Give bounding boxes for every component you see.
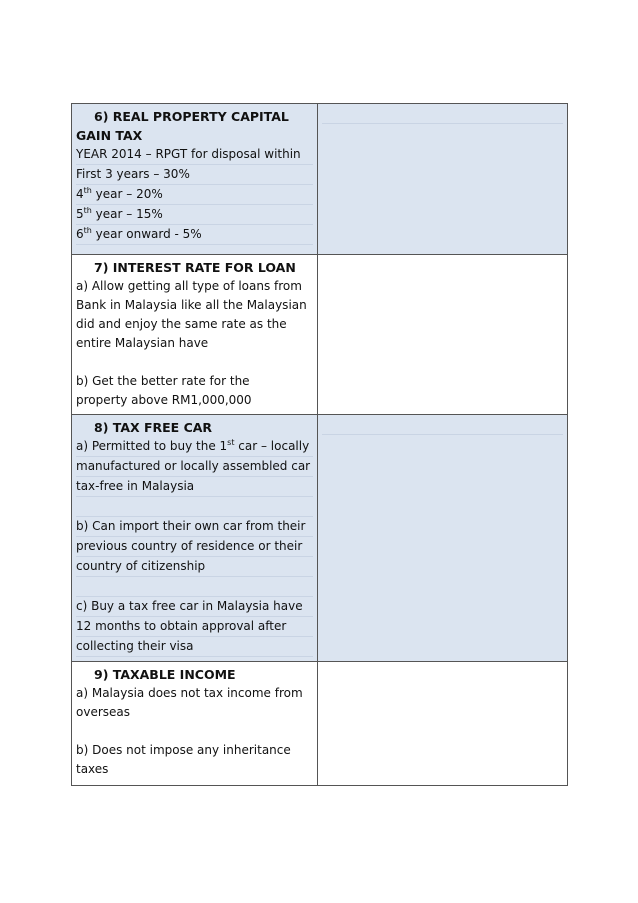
section-7-line: entire Malaysian have: [76, 336, 209, 350]
section-7-cell: [72, 255, 318, 415]
section-9-notes-cell: [318, 662, 568, 786]
section-7-line: property above RM1,000,000: [76, 393, 252, 407]
section-6-heading: 6) REAL PROPERTY CAPITAL: [94, 109, 289, 124]
benefits-table: [71, 103, 568, 786]
table-row-tax-free-car: [72, 415, 568, 662]
table-row-real-property-gain-tax: [72, 104, 568, 255]
section-9-heading: 9) TAXABLE INCOME: [94, 667, 236, 682]
blank-line: [76, 722, 313, 741]
section-7-line: did and enjoy the same rate as the: [76, 317, 287, 331]
table-row-interest-rate: [72, 255, 568, 415]
section-8-line: b) Can import their own car from their: [76, 517, 313, 537]
section-6-line: 4th year – 20%: [76, 185, 313, 205]
section-8-line: a) Permitted to buy the 1st car – locally: [76, 437, 313, 457]
section-9-cell: [72, 662, 318, 786]
section-8-line: c) Buy a tax free car in Malaysia have: [76, 597, 313, 617]
section-9-line: a) Malaysia does not tax income from: [76, 686, 303, 700]
section-8-line: collecting their visa: [76, 637, 313, 657]
section-8-line: 12 months to obtain approval after: [76, 617, 313, 637]
section-7-heading: 7) INTEREST RATE FOR LOAN: [94, 260, 296, 275]
section-7-line: b) Get the better rate for the: [76, 374, 250, 388]
section-9-line: overseas: [76, 705, 130, 719]
section-9-line: taxes: [76, 762, 109, 776]
section-8-line: previous country of residence or their: [76, 537, 313, 557]
section-8-line: country of citizenship: [76, 557, 313, 577]
section-8-heading: 8) TAX FREE CAR: [94, 420, 213, 435]
section-7-line: Bank in Malaysia like all the Malaysian: [76, 298, 307, 312]
section-8-notes-cell: [318, 415, 568, 662]
section-6-cell: [72, 104, 318, 255]
section-8-line: tax-free in Malaysia: [76, 477, 313, 497]
section-6-line: 5th year – 15%: [76, 205, 313, 225]
section-6-heading-cont: GAIN TAX: [76, 128, 143, 143]
table-row-taxable-income: [72, 662, 568, 786]
section-7-notes-cell: [318, 255, 568, 415]
section-6-line: 6th year onward - 5%: [76, 225, 313, 245]
section-7-line: a) Allow getting all type of loans from: [76, 279, 302, 293]
section-8-cell: [72, 415, 318, 662]
section-6-line: YEAR 2014 – RPGT for disposal within: [76, 145, 313, 165]
section-6-notes-cell: [318, 104, 568, 255]
blank-line: [76, 497, 313, 517]
section-8-line: manufactured or locally assembled car: [76, 457, 313, 477]
section-9-line: b) Does not impose any inheritance: [76, 743, 291, 757]
blank-line: [76, 577, 313, 597]
section-6-line: First 3 years – 30%: [76, 165, 313, 185]
blank-line: [76, 353, 313, 372]
